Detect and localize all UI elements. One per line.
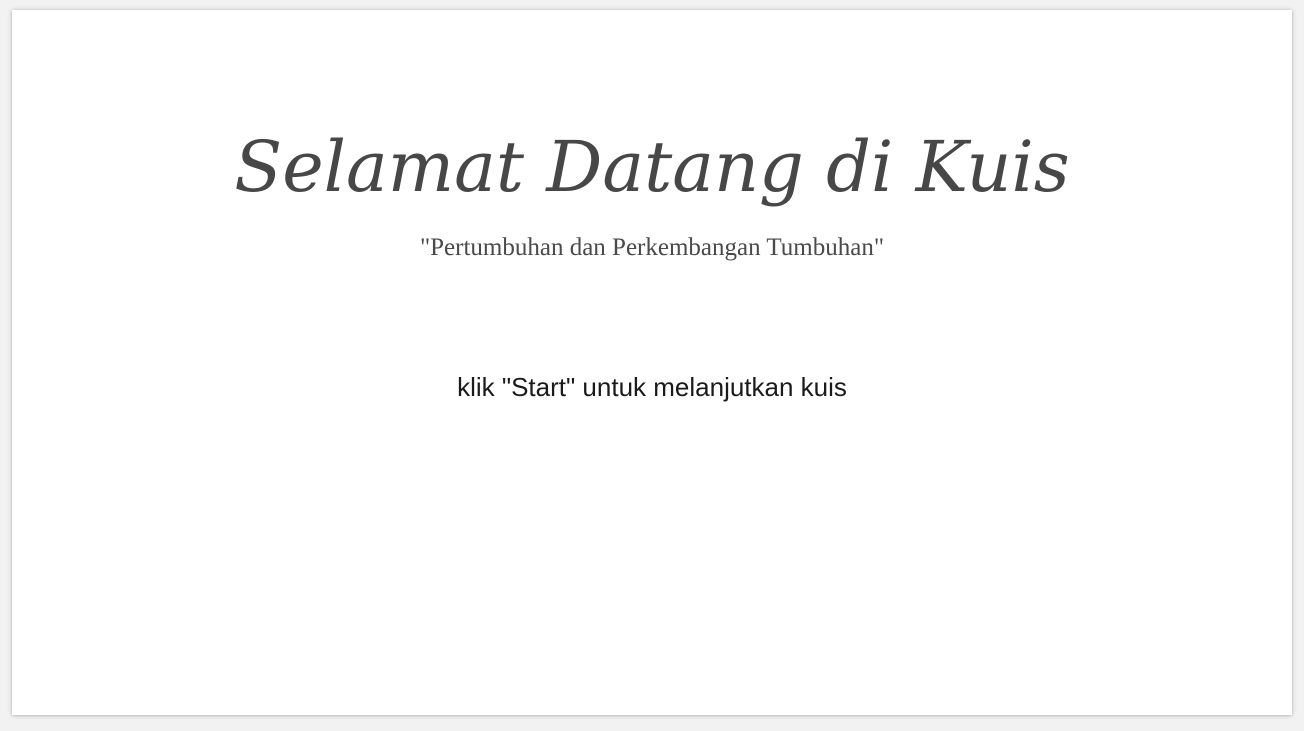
start-instruction-text: klik "Start" untuk melanjutkan kuis — [457, 372, 847, 402]
quiz-welcome-slide — [12, 10, 1292, 715]
quiz-topic-subtitle: "Pertumbuhan dan Perkembangan Tumbuhan" — [419, 234, 885, 261]
welcome-title: Selamat Datang di Kuis — [234, 126, 1070, 208]
